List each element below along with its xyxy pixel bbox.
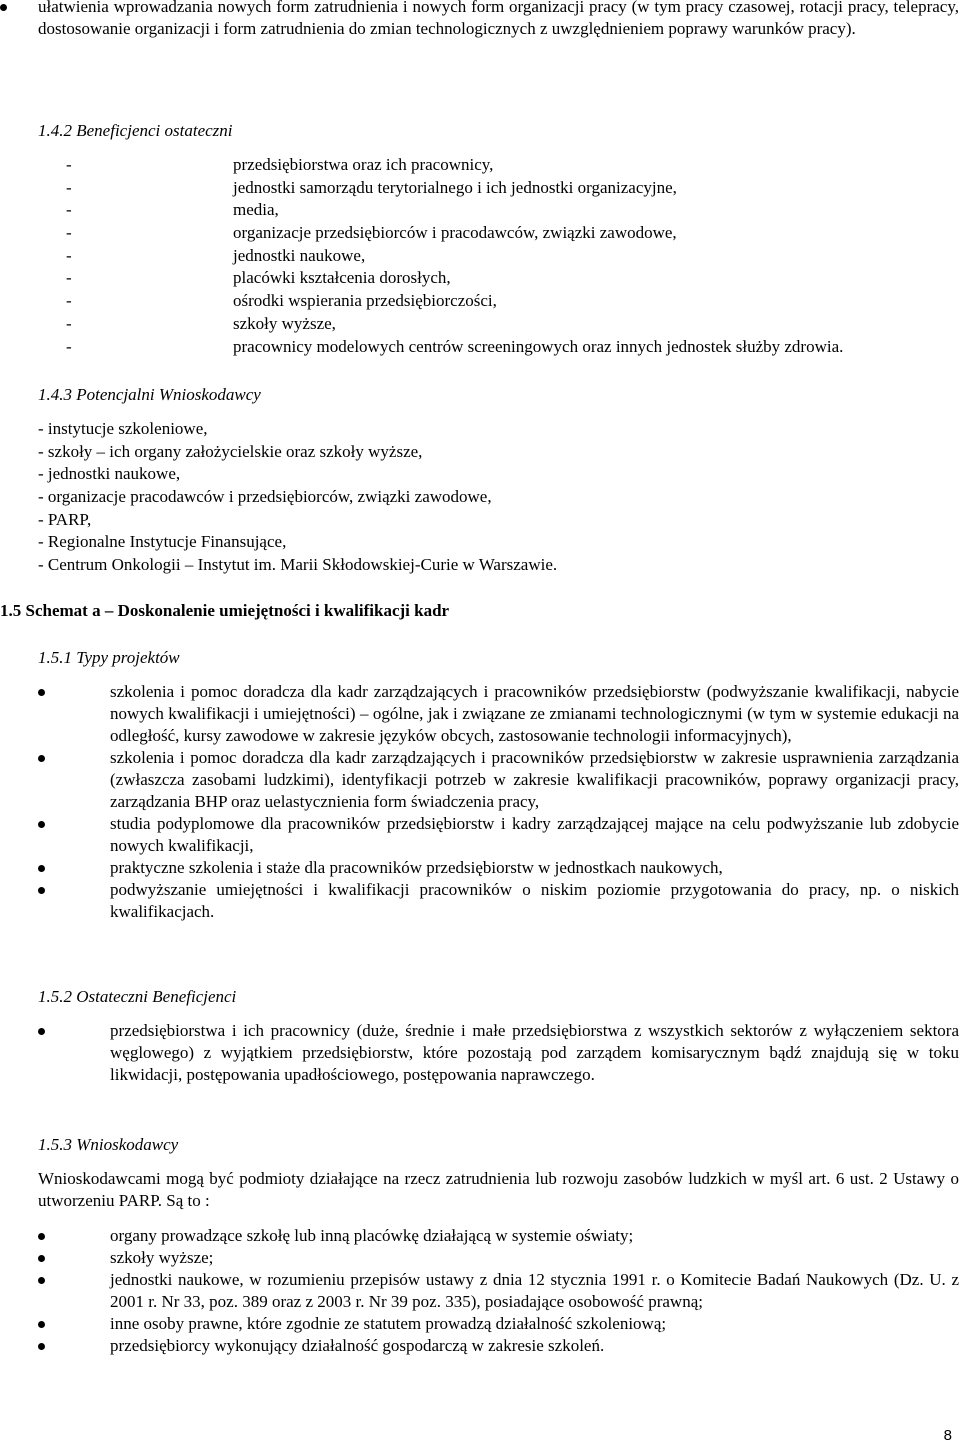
- list-item-text: ośrodki wspierania przedsiębiorczości,: [233, 291, 497, 311]
- list-item-text: podwyższanie umiejętności i kwalifikacji pracowników o niskim poziomie przygotowania do pracy, np. o niskich kwalifikacjach.: [110, 880, 959, 921]
- list-item: [38, 879, 959, 923]
- list-item: - PARP,: [38, 509, 92, 529]
- list-item: [38, 1020, 959, 1086]
- list-item-text: organizacje przedsiębiorców i pracodawców, związki zawodowe,: [233, 223, 677, 243]
- list-item: [38, 222, 959, 245]
- section-heading-1-5-2: 1.5.2 Ostateczni Beneficjenci: [38, 987, 237, 1006]
- list-item: [38, 245, 959, 268]
- list-item-text: przedsiębiorstwa i ich pracownicy (duże, średnie i małe przedsiębiorstwa z wszystkich sektorów z wyłączeniem sektora węglowego) z wyjątkiem przedsiębiorstw, które pozostają pod zarządem komisarycznym bądź znajdują się w toku likwidacji, postępowania upadłościowego, postępowania naprawczego.: [110, 1021, 959, 1084]
- list-item: [38, 336, 959, 359]
- list-item: [38, 1225, 959, 1247]
- list-item: [38, 1269, 959, 1313]
- list-item: [38, 313, 959, 336]
- list-item: [38, 199, 959, 222]
- list-item-text: przedsiębiorcy wykonujący działalność gospodarczą w zakresie szkoleń.: [110, 1336, 605, 1355]
- dash-marker: -: [66, 291, 72, 311]
- dash-list-beneficjenci: [38, 154, 959, 358]
- list-item: [38, 681, 959, 747]
- list-item-text: szkolenia i pomoc doradcza dla kadr zarządzających i pracowników przedsiębiorstw w zakresie usprawnienia zarządzania (zwłaszcza zasobami ludzkimi), identyfikacji potrzeb w zakresie kwalifikacji pracowników, poprawy organizacji pracy, zarządzania BHP oraz uelastycznienia form świadczenia pracy,: [110, 748, 959, 811]
- list-item-text: studia podyplomowe dla pracowników przedsiębiorstw i kadry zarządzającej mające na celu podwyższanie lub zdobycie nowych kwalifikacji,: [110, 814, 959, 855]
- page-number: 8: [943, 1427, 952, 1444]
- list-item-text: jednostki samorządu terytorialnego i ich jednostki organizacyjne,: [233, 177, 677, 197]
- dash-marker: -: [66, 177, 72, 197]
- list-item: - instytucje szkoleniowe,: [38, 419, 208, 438]
- dash-marker: -: [66, 245, 72, 265]
- bullet-list-ostateczni-beneficjenci: [38, 1020, 959, 1086]
- list-item-text: szkoły wyższe;: [110, 1248, 214, 1267]
- dash-marker: -: [66, 155, 72, 174]
- list-item-text: media,: [233, 200, 279, 220]
- list-item-text: pracownicy modelowych centrów screeningowych oraz innych jednostek służby zdrowia.: [233, 336, 844, 356]
- section-heading-1-5-1: 1.5.1 Typy projektów: [38, 648, 180, 667]
- list-item: [0, 0, 959, 40]
- paragraph-wnioskodawcy-intro: Wnioskodawcami mogą być podmioty działające na rzecz zatrudnienia lub rozwoju zasobów ludzkich w myśl art. 6 ust. 2 Ustawy o utworzeniu PARP. Są to :: [38, 1169, 959, 1210]
- list-item: [38, 267, 959, 290]
- dash-marker: -: [66, 313, 72, 333]
- top-bullet: [0, 0, 959, 40]
- bullet-list-wnioskodawcy: [38, 1225, 959, 1357]
- list-item: - Regionalne Instytucje Finansujące,: [38, 532, 287, 552]
- dash-marker: -: [66, 200, 72, 220]
- section-heading-1-4-3: 1.4.3 Potencjalni Wnioskodawcy: [38, 385, 261, 404]
- section-heading-1-4-2: 1.4.2 Beneficjenci ostateczni: [38, 121, 233, 140]
- section-heading-1-5: 1.5 Schemat a – Doskonalenie umiejętności i kwalifikacji kadr: [0, 601, 450, 620]
- list-item-text: szkoły wyższe,: [233, 313, 336, 333]
- list-item: [38, 290, 959, 313]
- list-item: - organizacje pracodawców i przedsiębiorców, związki zawodowe,: [38, 487, 492, 507]
- list-item-text: placówki kształcenia dorosłych,: [233, 268, 451, 288]
- list-item: [38, 177, 959, 200]
- bullet-list-typy-projektow: [38, 681, 959, 923]
- list-item: - Centrum Onkologii – Instytut im. Marii Skłodowskiej-Curie w Warszawie.: [38, 555, 558, 575]
- list-item: [38, 857, 959, 879]
- list-item: [38, 747, 959, 813]
- list-item: [38, 1335, 959, 1357]
- list-wnioskodawcy: [38, 418, 959, 577]
- dash-marker: -: [66, 268, 72, 288]
- list-item: [38, 1247, 959, 1269]
- list-item: [38, 813, 959, 857]
- list-item: [38, 1313, 959, 1335]
- list-item-text: szkolenia i pomoc doradcza dla kadr zarządzających i pracowników przedsiębiorstw (podwyższanie kwalifikacji, nabycie nowych kwalifikacji i umiejętności) – ogólne, jak i związane ze zmianami technologicznymi (w tym w systemie edukacji na odległość, kursy zawodowe w zakresie języków obcych, zastosowanie technologii informacyjnych),: [110, 682, 959, 745]
- list-item-text: jednostki naukowe,: [233, 245, 366, 265]
- dash-marker: -: [66, 336, 72, 356]
- list-item: [38, 154, 959, 177]
- list-item-text: praktyczne szkolenia i staże dla pracowników przedsiębiorstw w jednostkach naukowych,: [110, 858, 723, 877]
- list-item: - szkoły – ich organy założycielskie oraz szkoły wyższe,: [38, 441, 423, 461]
- section-heading-1-5-3: 1.5.3 Wnioskodawcy: [38, 1135, 179, 1154]
- dash-marker: -: [66, 223, 72, 243]
- list-item-text: ułatwienia wprowadzania nowych form zatrudnienia i nowych form organizacji pracy (w tym pracy czasowej, rotacji pracy, telepracy, dostosowanie organizacji i form zatrudnienia do zmian technologicznych z uwzględnieniem poprawy warunków pracy).: [38, 0, 959, 38]
- list-item-text: jednostki naukowe, w rozumieniu przepisów ustawy z dnia 12 stycznia 1991 r. o Komitecie Badań Naukowych (Dz. U. z 2001 r. Nr 33, poz. 389 oraz z 2003 r. Nr 39 poz. 335), posiadające osobowość prawną;: [110, 1270, 959, 1311]
- list-item-text: inne osoby prawne, które zgodnie ze statutem prowadzą działalność szkoleniową;: [110, 1314, 667, 1333]
- list-item: - jednostki naukowe,: [38, 464, 181, 484]
- list-item-text: organy prowadzące szkołę lub inną placówkę działającą w systemie oświaty;: [110, 1226, 634, 1245]
- list-item-text: przedsiębiorstwa oraz ich pracownicy,: [233, 155, 494, 174]
